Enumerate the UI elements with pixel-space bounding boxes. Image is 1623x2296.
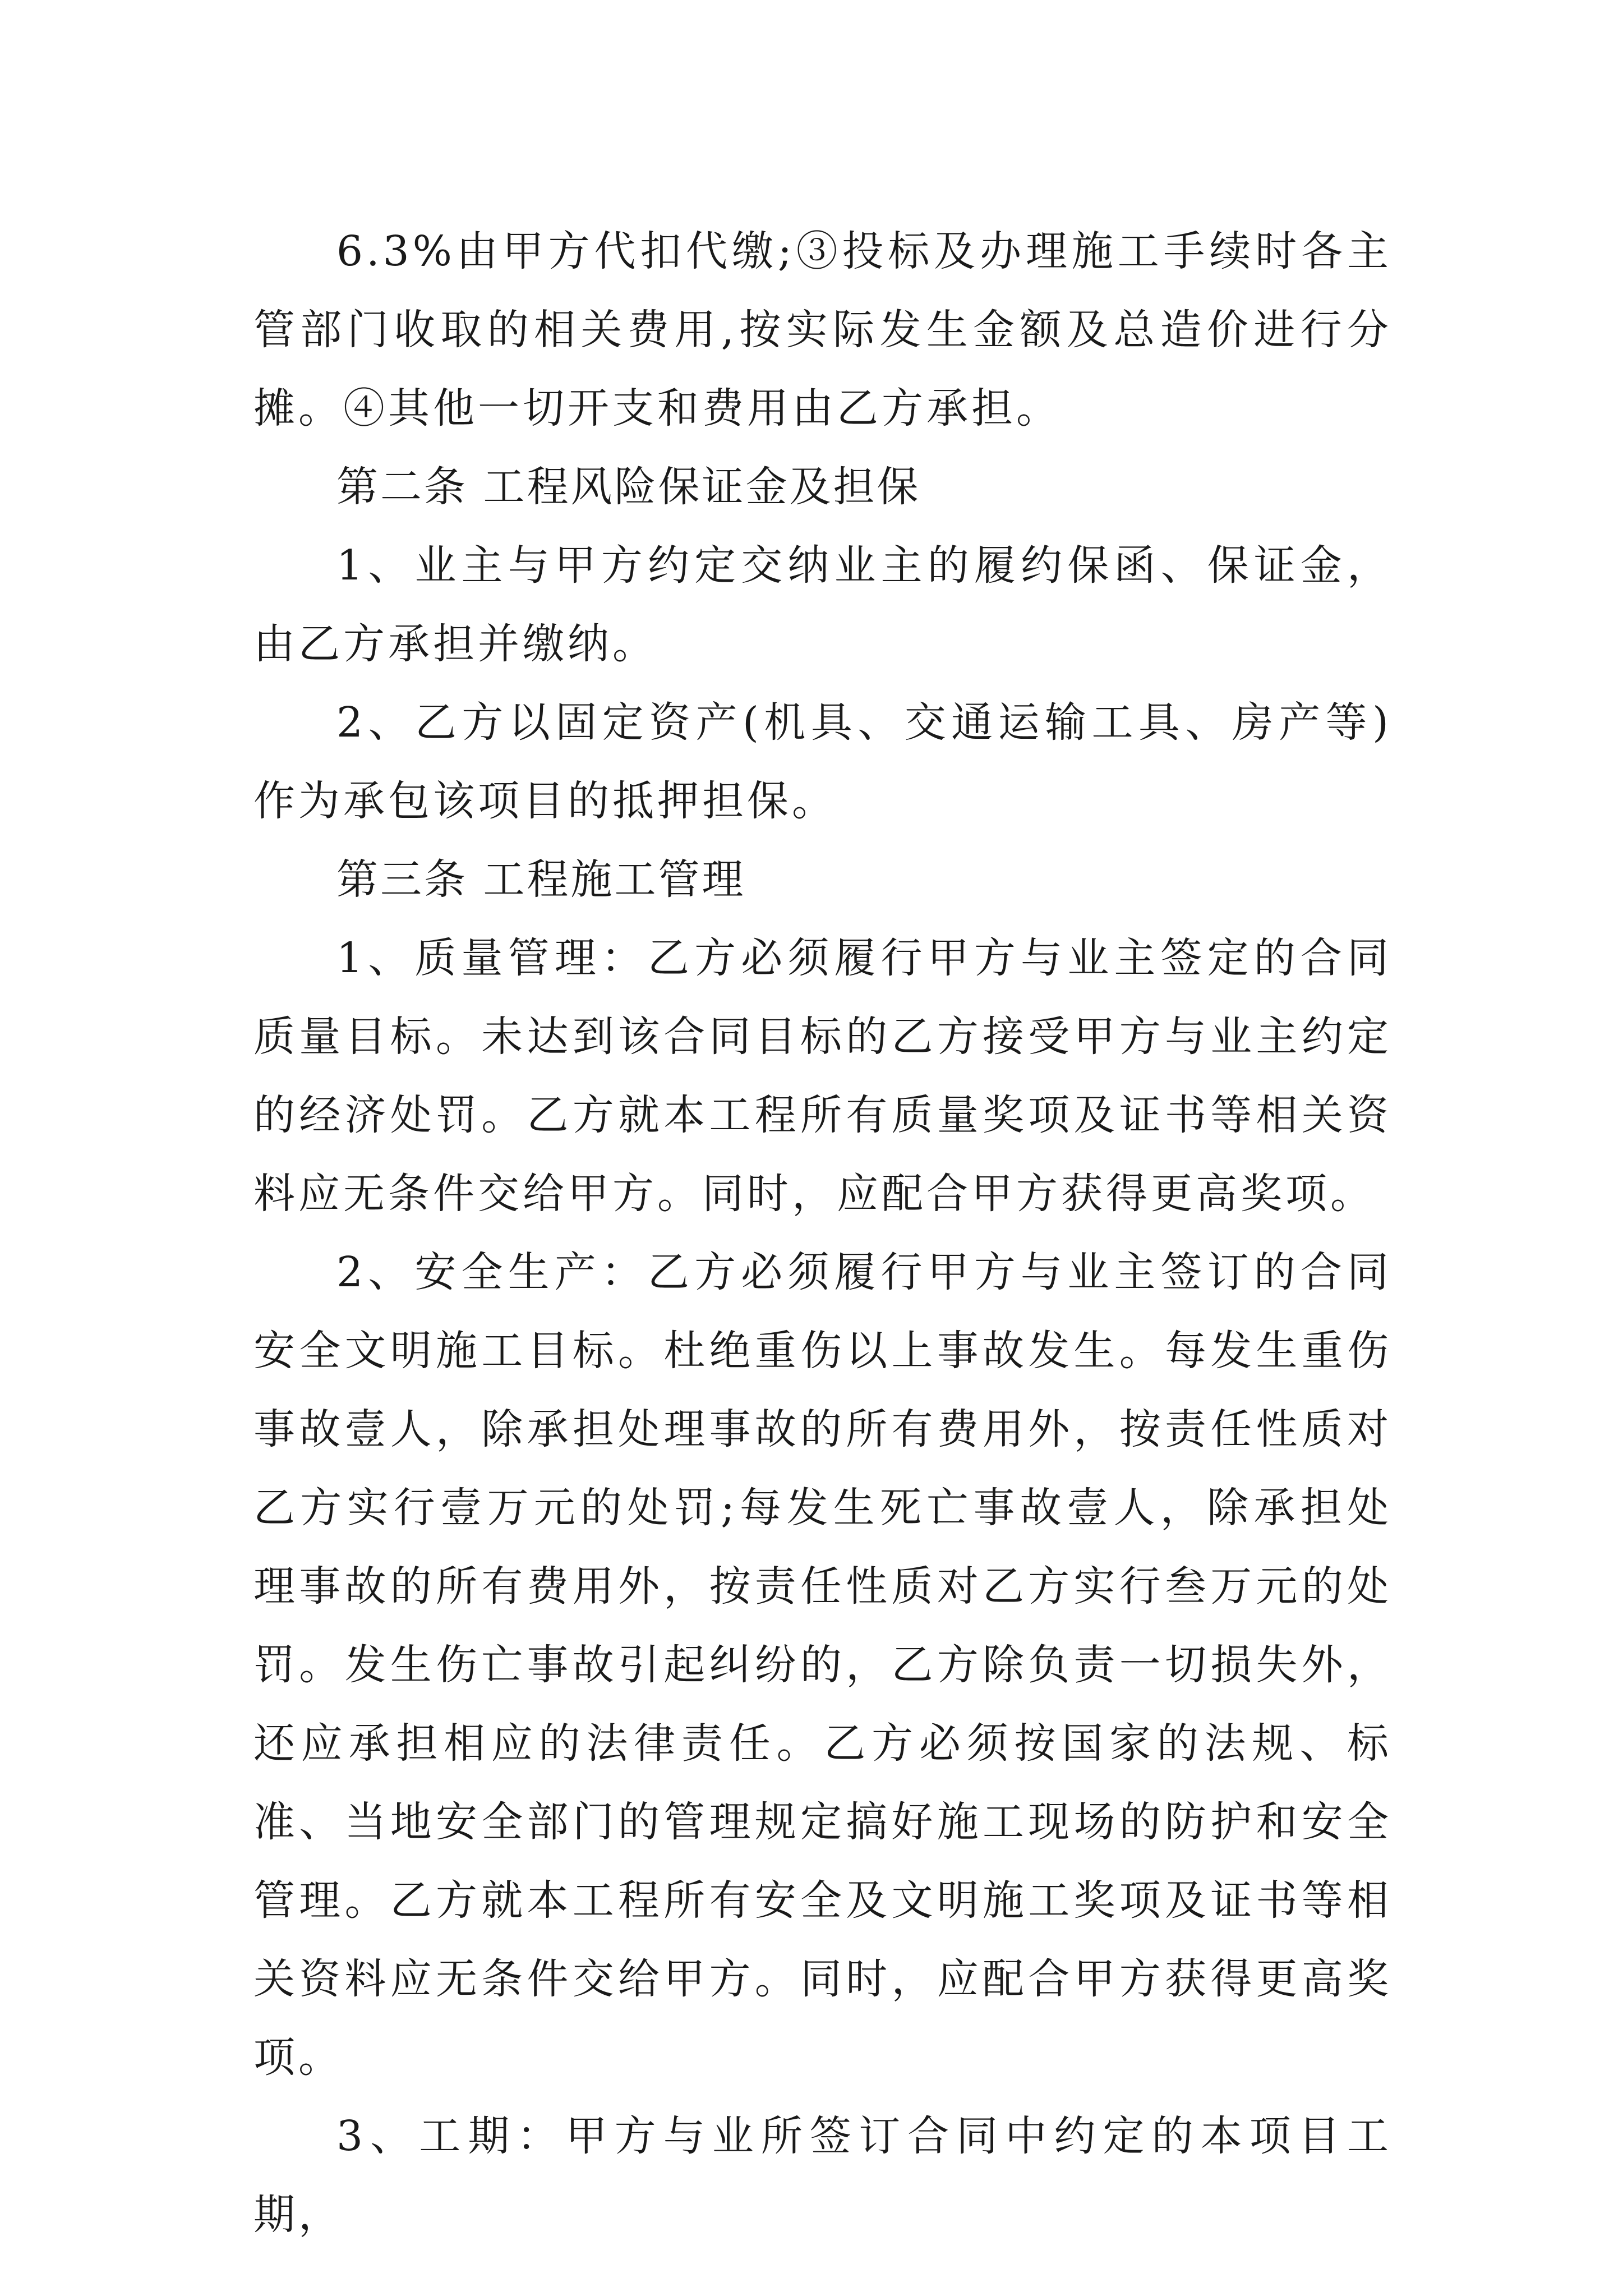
- paragraph-performance-bond: 1、业主与甲方约定交纳业主的履约保函、保证金，由乙方承担并缴纳。: [253, 541, 1392, 668]
- document-body: [253, 212, 1392, 2254]
- paragraph-safety-production: 2、安全生产：乙方必须履行甲方与业主签订的合同安全文明施工目标。杜绝重伤以上事故发生。每发生重伤事故壹人，除承担处理事故的所有费用外，按责任性质对乙方实行壹万元的处罚;每发生死亡事故壹人，除承担处理事故的所有费用外，按责任性质对乙方实行叁万元的处罚。发生伤亡事故引起纠纷的，乙方除负责一切损失外，还应承担相应的法律责任。乙方必须按国家的法规、标准、当地安全部门的管理规定搞好施工现场的防护和安全管理。乙方就本工程所有安全及文明施工奖项及证书等相关资料应无条件交给甲方。同时，应配合甲方获得更高奖项。: [253, 1248, 1392, 2082]
- paragraph-quality-management: 1、质量管理：乙方必须履行甲方与业主签定的合同质量目标。未达到该合同目标的乙方接受甲方与业主约定的经济处罚。乙方就本工程所有质量奖项及证书等相关资料应无条件交给甲方。同时，应配合甲方获得更高奖项。: [253, 934, 1392, 1218]
- section-heading-article-2: 第二条 工程风险保证金及担保: [336, 463, 921, 511]
- section-heading-article-3: 第三条 工程施工管理: [336, 855, 746, 904]
- paragraph-construction-period: 3、工期：甲方与业所签订合同中约定的本项目工期，: [253, 2112, 1392, 2239]
- paragraph-fee-allocation: 6.3%由甲方代扣代缴;③投标及办理施工手续时各主管部门收取的相关费用,按实际发生金额及总造价进行分摊。④其他一切开支和费用由乙方承担。: [253, 227, 1392, 432]
- paragraph-mortgage-guarantee: 2、乙方以固定资产(机具、交通运输工具、房产等)作为承包该项目的抵押担保。: [253, 698, 1392, 825]
